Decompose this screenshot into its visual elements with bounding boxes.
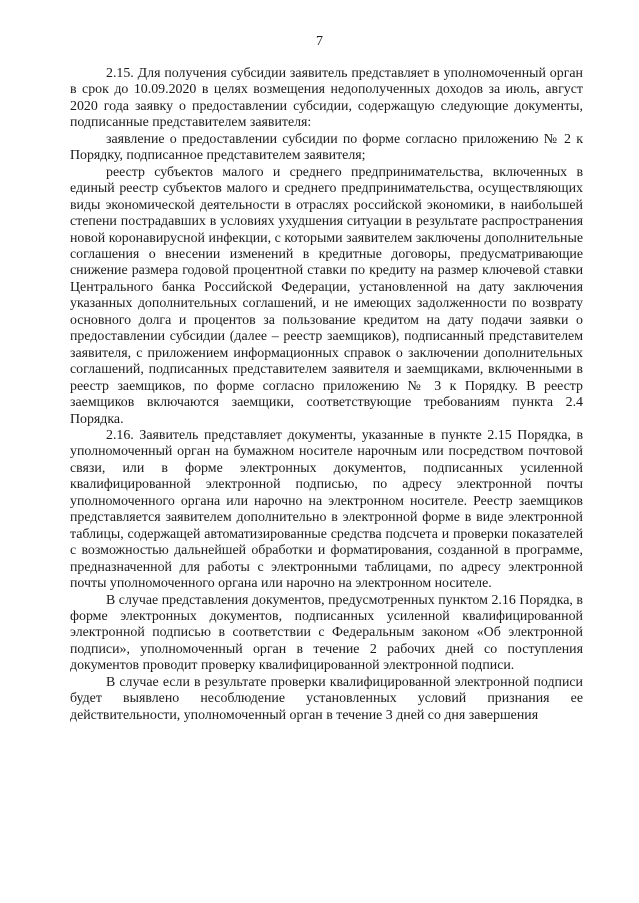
paragraph-borrowers-register: реестр субъектов малого и среднего предпринимательства, включенных в единый реестр субъектов малого и среднего предпринимательства, осуществляющих виды экономической деятельности в отраслях российской экономики, в наибольшей степени пострадавших в условиях ухудшения ситуации в результате распространения новой коронавирусной инфекции, с которыми заявителем заключены дополнительные соглашения о внесении изменений в кредитные договоры, предусматривающие снижение размера годовой процентной ставки по кредиту на размер ключевой ставки Центрального банка Российской Федерации, установленной на дату заключения указанных дополнительных соглашений, и не имеющих задолженности по возврату основного долга и процентов за пользование кредитом на дату подачи заявки о предоставлении субсидии (далее – реестр заемщиков), подписанный представителем заявителя, с приложением информационных справок о заключении дополнительных соглашений, подписанных представителем заявителя и заемщиками, включенными в реестр заемщиков, по форме согласно приложению № 3 к Порядку. В реестр заемщиков включаются заемщики, соответствующие требованиям пункта 2.4 Порядка.: [70, 164, 583, 427]
paragraph-application-statement: заявление о предоставлении субсидии по форме согласно приложению № 2 к Порядку, подписанное представителем заявителя;: [70, 131, 583, 164]
paragraph-signature-check: В случае если в результате проверки квалифицированной электронной подписи будет выявлено несоблюдение установленных условий признания ее действительности, уполномоченный орган в течение 3 дней со дня завершения: [70, 674, 583, 723]
body-text: [70, 66, 583, 724]
paragraph-2-15: 2.15. Для получения субсидии заявитель представляет в уполномоченный орган в срок до 10.09.2020 в целях возмещения недополученных доходов за июль, август 2020 года заявку о предоставлении субсидии, содержащую следующие документы, подписанные представителем заявителя:: [70, 66, 583, 131]
paragraph-electronic-submission: В случае представления документов, предусмотренных пунктом 2.16 Порядка, в форме электронных документов, подписанных усиленной квалифицированной электронной подписью в соответствии с Федеральным законом «Об электронной подписи», уполномоченный орган в течение 2 рабочих дней со поступления документов проводит проверку квалифицированной электронной подписи.: [70, 592, 583, 674]
page-number: 7: [316, 34, 323, 49]
paragraph-2-16: 2.16. Заявитель представляет документы, указанные в пункте 2.15 Порядка, в уполномоченный орган на бумажном носителе нарочным или посредством почтовой связи, или в форме электронных документов, подписанных усиленной квалифицированной электронной подписью, по адресу электронной почты уполномоченного органа или нарочно на электронном носителе. Реестр заемщиков представляется заявителем дополнительно в электронной форме в виде электронной таблицы, содержащей автоматизированные средства подсчета и проверки показателей с возможностью дальнейшей обработки и форматирования, созданной в программе, предназначенной для работы с электронными таблицами, по адресу электронной почты уполномоченного органа или нарочно на электронном носителе.: [70, 427, 583, 592]
